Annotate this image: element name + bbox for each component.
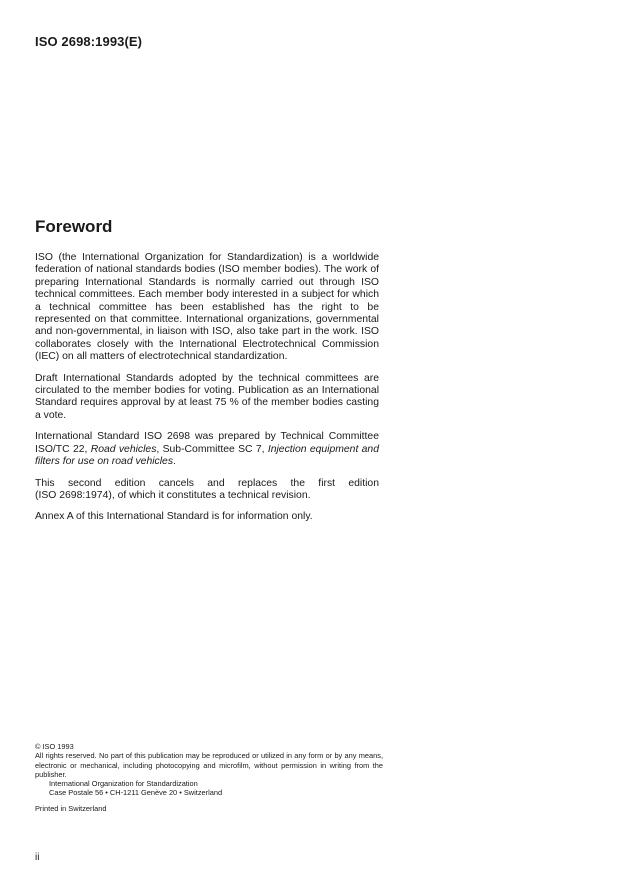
preparation-text-1: International Standard ISO 2698 was prepared by Technical Committee ISO/TC 22, — [35, 431, 379, 455]
paragraph-annex: Annex A of this International Standard is for information only. — [35, 511, 313, 523]
copyright-notice: © ISO 1993 — [35, 742, 74, 751]
copyright-footer — [35, 742, 383, 813]
foreword-body — [35, 252, 379, 533]
edition-line-2: (ISO 2698:1974), of which it constitutes a technical revision. — [35, 489, 311, 501]
page-title: Foreword — [35, 217, 113, 236]
preparation-text-3: . — [173, 456, 176, 468]
preparation-text-2: , Sub-Committee SC 7, — [156, 443, 268, 455]
rights-statement: All rights reserved. No part of this publication may be reproduced or utilized in any form or by any means, electronic or mechanical, including photocopying and microfilm, without permission in writing from the publisher. — [35, 751, 383, 779]
edition-line-1: This second edition cancels and replaces the first edition — [35, 477, 379, 489]
subcommittee-name: Injection equipment and filters for use on road vehicles — [35, 443, 379, 468]
page-number: ii — [35, 852, 40, 863]
paragraph-iso-description: ISO (the International Organization for Standardization) is a worldwide federation of national standards bodies (ISO member bodies). The work of preparing International Standards is normally carried out through ISO technical committees. Each member body interested in a subject for which a technical committee has been established has the right to be represented on that committee. International organizations, governmental and non-governmental, in liaison with ISO, also take part in the work. ISO collaborates closely with the International Electrotechnical Commission (IEC) on all matters of electrotechnical standardization. — [35, 252, 379, 363]
document-identifier: ISO 2698:1993(E) — [35, 34, 143, 49]
paragraph-draft-standards: Draft International Standards adopted by the technical committees are circulated to the member bodies for voting. Publication as an International Standard requires approval by at least 75 % of the member bodies casting a vote. — [35, 372, 379, 421]
organization-address: Case Postale 56 • CH-1211 Genève 20 • Switzerland — [49, 788, 223, 798]
paragraph-edition — [35, 478, 379, 503]
paragraph-preparation — [35, 431, 379, 468]
committee-name: Road vehicles — [90, 443, 157, 455]
organization-name: International Organization for Standardization — [49, 779, 198, 789]
printed-location: Printed in Switzerland — [35, 803, 107, 813]
